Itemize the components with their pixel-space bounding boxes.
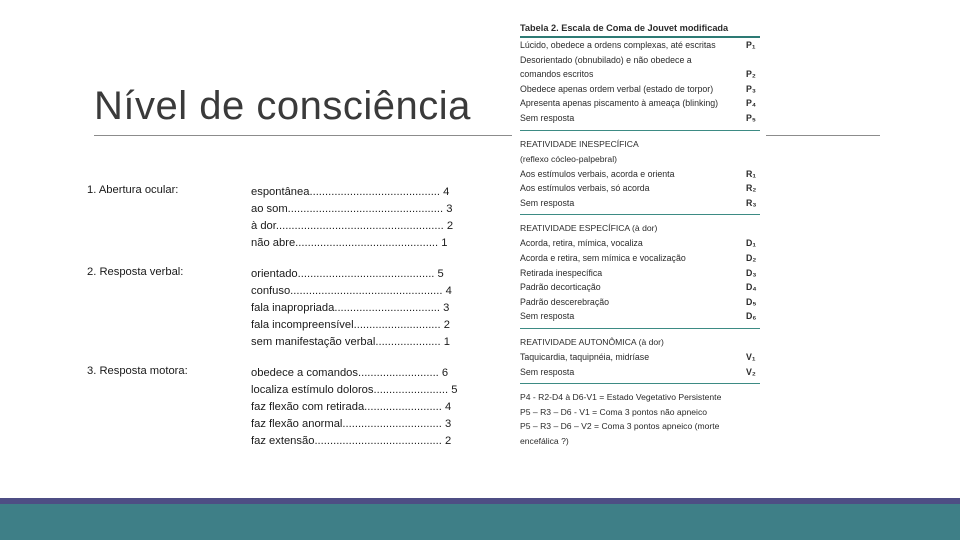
row-text: Obedece apenas ordem verbal (estado de torpor) xyxy=(520,83,714,94)
row-code: P₁ xyxy=(746,40,756,50)
row-code: R₁ xyxy=(746,168,756,179)
table-notes xyxy=(520,390,760,448)
row-text: Aos estímulos verbais, acorda e orienta xyxy=(520,168,675,179)
specific-reactivity-section xyxy=(520,221,760,324)
row-text: Taquicardia, taquipnéia, midríase xyxy=(520,351,650,362)
row-code: D₂ xyxy=(746,252,757,263)
scale-item: faz extensão......................................... 2 xyxy=(251,435,452,447)
table-row xyxy=(520,280,760,295)
footer-bar xyxy=(0,504,960,540)
table-row xyxy=(520,266,760,281)
note-line: encefálica ?) xyxy=(520,435,569,446)
scale-item: espontânea.......................................... 4 xyxy=(251,186,450,198)
row-code: D₃ xyxy=(746,267,757,278)
note-line: P5 – R3 – D6 – V2 = Coma 3 pontos apneico (morte xyxy=(520,421,720,432)
table-row xyxy=(520,295,760,310)
row-code: R₃ xyxy=(746,197,757,208)
table-row xyxy=(520,196,760,211)
row-code: D₄ xyxy=(746,282,757,293)
row-text: Padrão decorticação xyxy=(520,282,601,293)
table-title: Tabela 2. Escala de Coma de Jouvet modificada xyxy=(520,23,729,33)
glasgow-scale-list xyxy=(87,184,457,464)
scale-item: confuso................................................. 4 xyxy=(251,285,452,297)
section-subheading: (reflexo cócleo-palpebral) xyxy=(520,153,617,164)
scale-item: fala incompreensível............................ 2 xyxy=(251,319,450,331)
row-text: Sem resposta xyxy=(520,311,575,322)
section-heading: REATIVIDADE ESPECÍFICA (à dor) xyxy=(520,223,658,234)
scale-item: faz flexão anormal................................ 3 xyxy=(251,418,452,430)
row-text: Sem resposta xyxy=(520,366,575,377)
slide-title: Nível de consciência xyxy=(94,84,471,128)
table-row xyxy=(520,181,760,196)
section-heading: REATIVIDADE INESPECÍFICA xyxy=(520,138,639,149)
table-row xyxy=(520,251,760,266)
table-row xyxy=(520,167,760,182)
row-code: R₂ xyxy=(746,183,757,194)
row-text: Lúcido, obedece a ordens complexas, até escritas xyxy=(520,40,716,50)
scale-item: ao som.................................................. 3 xyxy=(251,203,453,215)
motor-response-group xyxy=(87,365,457,450)
verbal-response-group xyxy=(87,266,457,351)
scale-item: à dor...................................................... 2 xyxy=(251,220,454,232)
row-code xyxy=(746,53,760,68)
jouvet-scale-table xyxy=(512,20,766,448)
scale-item: orientado............................................ 5 xyxy=(251,268,444,280)
row-text: Aos estímulos verbais, só acorda xyxy=(520,183,650,194)
row-code: V₂ xyxy=(746,366,756,377)
row-text: Retirada inespecífica xyxy=(520,267,603,278)
row-code: D₅ xyxy=(746,296,757,307)
eye-opening-group xyxy=(87,184,457,252)
table-row xyxy=(520,82,760,97)
section-rule xyxy=(520,214,760,215)
table-row xyxy=(520,236,760,251)
table-row xyxy=(520,111,760,126)
table-row xyxy=(520,309,760,324)
group-label: 3. Resposta motora: xyxy=(87,365,188,377)
row-text: Acorda e retira, sem mímica e vocalização xyxy=(520,252,686,263)
group-label: 1. Abertura ocular: xyxy=(87,184,179,196)
row-text: Apresenta apenas piscamento à ameaça (blinking) xyxy=(520,98,719,109)
table-row xyxy=(520,365,760,380)
group-label: 2. Resposta verbal: xyxy=(87,266,184,278)
note-line: P4 - R2-D4 à D6-V1 = Estado Vegetativo Persistente xyxy=(520,392,722,403)
row-code: P₅ xyxy=(746,112,756,123)
row-text: Acorda, retira, mímica, vocaliza xyxy=(520,238,643,249)
perception-section xyxy=(520,38,760,126)
table-row xyxy=(520,38,760,53)
row-code: D₁ xyxy=(746,238,756,249)
row-text: comandos escritos xyxy=(520,69,594,80)
section-rule xyxy=(520,383,760,384)
scale-item: faz flexão com retirada......................... 4 xyxy=(251,401,452,413)
scale-item: localiza estímulo doloros........................ 5 xyxy=(251,384,458,396)
scale-item: sem manifestação verbal..................... 1 xyxy=(251,336,450,348)
row-code: V₁ xyxy=(746,351,756,362)
row-code: P₃ xyxy=(746,83,756,94)
table-row xyxy=(520,53,760,68)
row-text: Desorientado (obnubilado) e não obedece a xyxy=(520,54,692,65)
row-code: D₆ xyxy=(746,311,757,322)
note-line: P5 – R3 – D6 - V1 = Coma 3 pontos não apneico xyxy=(520,406,708,417)
row-code: P₂ xyxy=(746,69,756,80)
scale-item: não abre.............................................. 1 xyxy=(251,237,448,249)
row-text: Sem resposta xyxy=(520,197,575,208)
section-rule xyxy=(520,328,760,329)
table-row xyxy=(520,350,760,365)
row-text: Sem resposta xyxy=(520,112,575,123)
section-heading: REATIVIDADE AUTONÔMICA (à dor) xyxy=(520,336,664,347)
nonspecific-reactivity-section xyxy=(520,137,760,211)
autonomic-reactivity-section xyxy=(520,335,760,379)
section-rule xyxy=(520,130,760,131)
table-row xyxy=(520,67,760,82)
row-text: Padrão descerebração xyxy=(520,296,610,307)
row-code: P₄ xyxy=(746,98,757,109)
table-row xyxy=(520,96,760,111)
scale-item: fala inapropriada.................................. 3 xyxy=(251,302,450,314)
scale-item: obedece a comandos.......................... 6 xyxy=(251,367,449,379)
